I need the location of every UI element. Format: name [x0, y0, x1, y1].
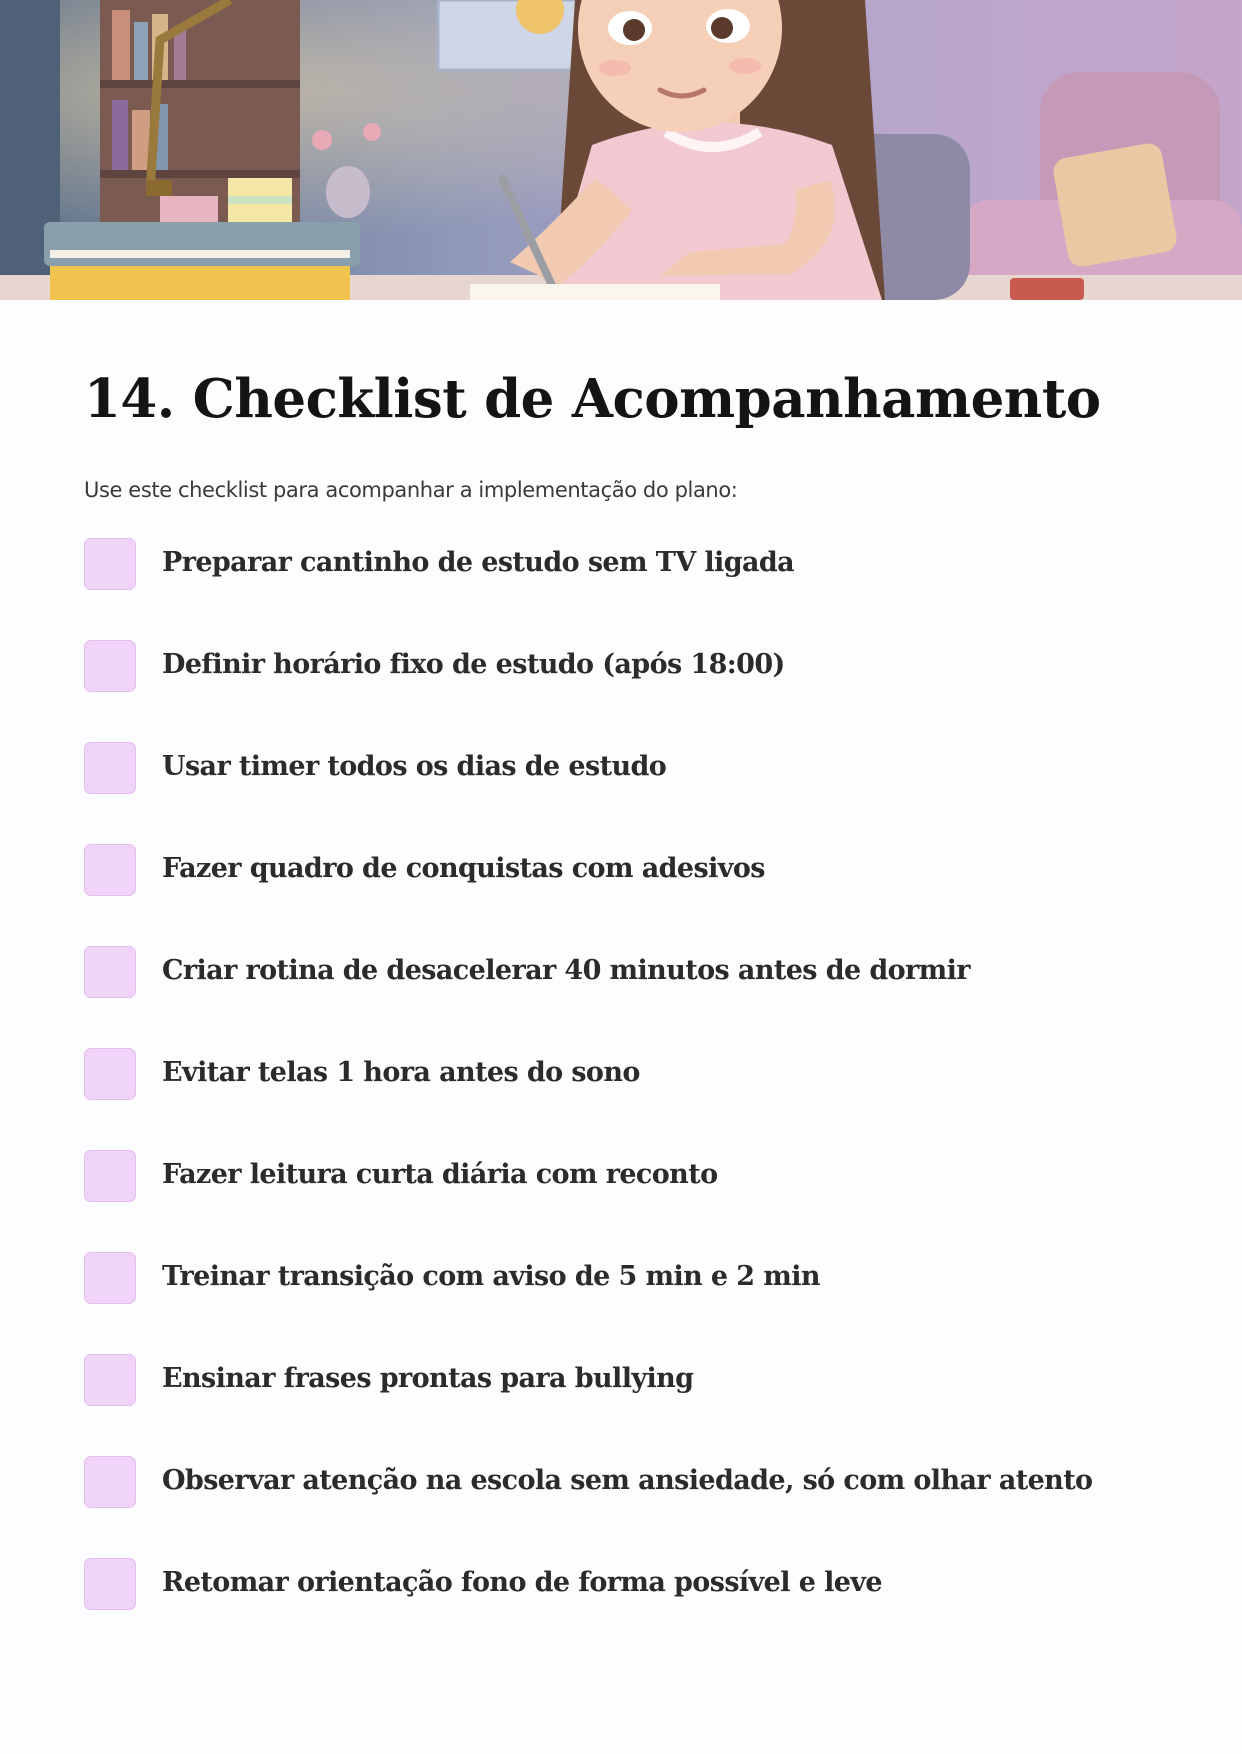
checklist-item-label: Evitar telas 1 hora antes do sono [162, 1057, 640, 1088]
checklist-item-label: Observar atenção na escola sem ansiedade, só com olhar atento [162, 1465, 1093, 1496]
checkbox[interactable] [84, 1150, 136, 1202]
checklist-item-label: Criar rotina de desacelerar 40 minutos antes de dormir [162, 955, 970, 986]
intro-text: Use este checklist para acompanhar a implementação do plano: [84, 478, 738, 502]
checkbox[interactable] [84, 1252, 136, 1304]
checkbox[interactable] [84, 1354, 136, 1406]
checklist-item-label: Fazer leitura curta diária com reconto [162, 1159, 718, 1190]
checklist-item-label: Preparar cantinho de estudo sem TV ligada [162, 547, 795, 578]
checklist-item-label: Ensinar frases prontas para bullying [162, 1363, 694, 1394]
checkbox[interactable] [84, 946, 136, 998]
checklist-item-label: Retomar orientação fono de forma possível e leve [162, 1567, 882, 1598]
checkbox[interactable] [84, 844, 136, 896]
checkbox[interactable] [84, 1048, 136, 1100]
checklist-item-label: Usar timer todos os dias de estudo [162, 751, 667, 782]
girl-studying-illustration [0, 0, 1242, 300]
checkbox[interactable] [84, 742, 136, 794]
checklist-item-label: Treinar transição com aviso de 5 min e 2 min [162, 1261, 820, 1292]
checkbox[interactable] [84, 1558, 136, 1610]
checklist-item-label: Definir horário fixo de estudo (após 18:00) [162, 649, 785, 680]
checklist-item-label: Fazer quadro de conquistas com adesivos [162, 853, 765, 884]
checkbox[interactable] [84, 538, 136, 590]
hero-illustration [0, 0, 1242, 300]
checkbox[interactable] [84, 640, 136, 692]
page-title: 14. Checklist de Acompanhamento [84, 368, 1101, 430]
checkbox[interactable] [84, 1456, 136, 1508]
